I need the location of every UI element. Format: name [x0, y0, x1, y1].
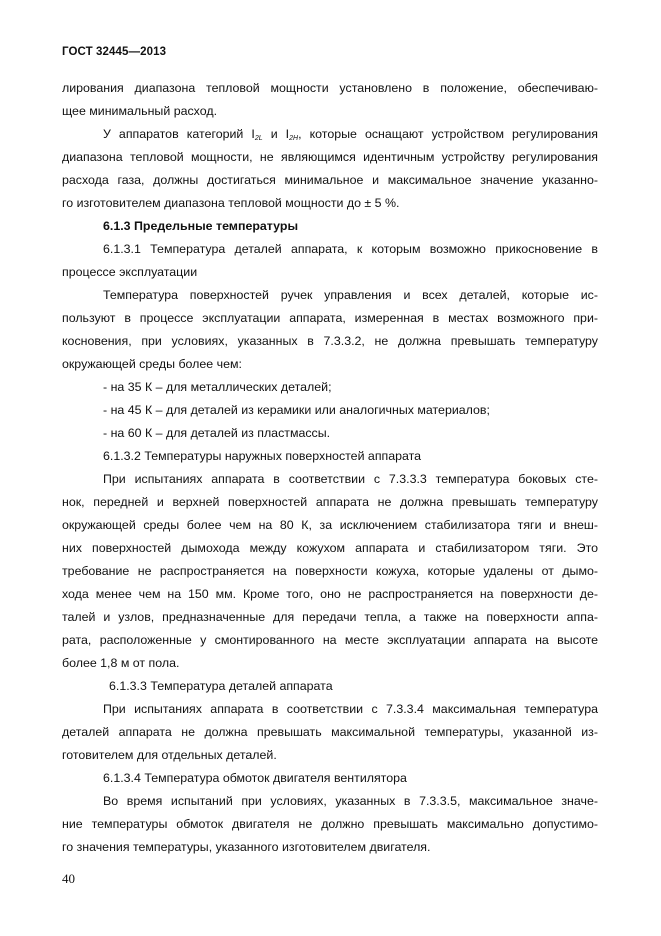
text-line: Во время испытаний при условиях, указанных в 7.3.3.5, максимальное значе-	[103, 794, 598, 808]
text-line: нок, передней и верхней поверхностей аппарата не должна превышать температуру	[62, 495, 598, 509]
text-line: рата, расположенные у смонтированного на месте эксплуатации аппарата на высоте	[62, 633, 598, 647]
subscript: 2L	[254, 135, 263, 142]
subsection-heading: 6.1.3.1 Температура деталей аппарата, к которым возможно прикосновение в	[103, 242, 598, 256]
text-line: щее минимальный расход.	[62, 104, 218, 118]
subsection-heading: 6.1.3.3 Температура деталей аппарата	[109, 679, 333, 693]
text-line: хода менее чем на 150 мм. Кроме того, оно не распространяется на поверхности де-	[62, 587, 598, 601]
text-line: окружающей среды более чем:	[62, 357, 242, 371]
subsection-heading: 6.1.3.2 Температуры наружных поверхностей аппарата	[103, 449, 422, 463]
text-line: пользуют в процессе эксплуатации аппарата, измеренная в местах возможного при-	[62, 311, 598, 325]
text-line: косновения, при условиях, указанных в 7.3.3.2, не должна превышать температуру	[62, 334, 598, 348]
section-heading: 6.1.3 Предельные температуры	[103, 219, 299, 233]
text-line: процессе эксплуатации	[62, 265, 198, 279]
text-line: готовителем для отдельных деталей.	[62, 748, 277, 762]
text-fragment: У аппаратов категорий I	[103, 127, 255, 141]
text-line: го значения температуры, указанного изготовителем двигателя.	[62, 840, 431, 854]
text-line: Температура поверхностей ручек управления и всех деталей, которые ис-	[103, 288, 598, 302]
subsection-heading: 6.1.3.4 Температура обмоток двигателя вентилятора	[103, 771, 407, 785]
subscript: 2H	[289, 135, 299, 142]
text-line: ние температуры обмоток двигателя не должно превышать максимально допустимо-	[62, 817, 598, 831]
text-line: При испытаниях аппарата в соответствии с 7.3.3.4 максимальная температура	[103, 702, 598, 716]
text-line: диапазона тепловой мощности, не являющимся идентичным устройству регулирования	[62, 150, 598, 164]
text-line: них поверхностей дымохода между кожухом аппарата и стабилизатором тяги. Это	[62, 541, 598, 555]
text-line: деталей аппарата не должна превышать максимальной температуры, указанной из-	[62, 725, 598, 739]
list-item: - на 35 К – для металлических деталей;	[103, 380, 332, 394]
text-line-with-subscripts	[103, 127, 598, 142]
document-header: ГОСТ 32445—2013	[62, 46, 167, 58]
text-line: При испытаниях аппарата в соответствии с 7.3.3.3 температура боковых сте-	[103, 472, 598, 486]
list-item: - на 45 К – для деталей из керамики или аналогичных материалов;	[103, 403, 490, 417]
text-line: го изготовителем диапазона тепловой мощности до ± 5 %.	[62, 196, 400, 210]
text-line: требование не распространяется на поверхности кожуха, которые удалены от дымо-	[62, 564, 598, 578]
text-line: окружающей среды более чем на 80 К, за исключением стабилизатора тяги и внеш-	[62, 518, 598, 532]
page-number: 40	[62, 871, 75, 886]
text-fragment: , которые оснащают устройством регулирования	[298, 127, 598, 141]
text-line: лирования диапазона тепловой мощности установлено в положение, обеспечиваю-	[62, 81, 598, 95]
text-line: более 1,8 м от пола.	[62, 656, 180, 670]
list-item: - на 60 К – для деталей из пластмассы.	[103, 426, 331, 440]
text-fragment: и I	[262, 127, 290, 141]
text-line: расхода газа, должны достигаться минимальное и максимальное значение указанно-	[62, 173, 598, 187]
text-line: талей и узлов, предназначенные для передачи тепла, а также на поверхности аппа-	[62, 610, 598, 624]
